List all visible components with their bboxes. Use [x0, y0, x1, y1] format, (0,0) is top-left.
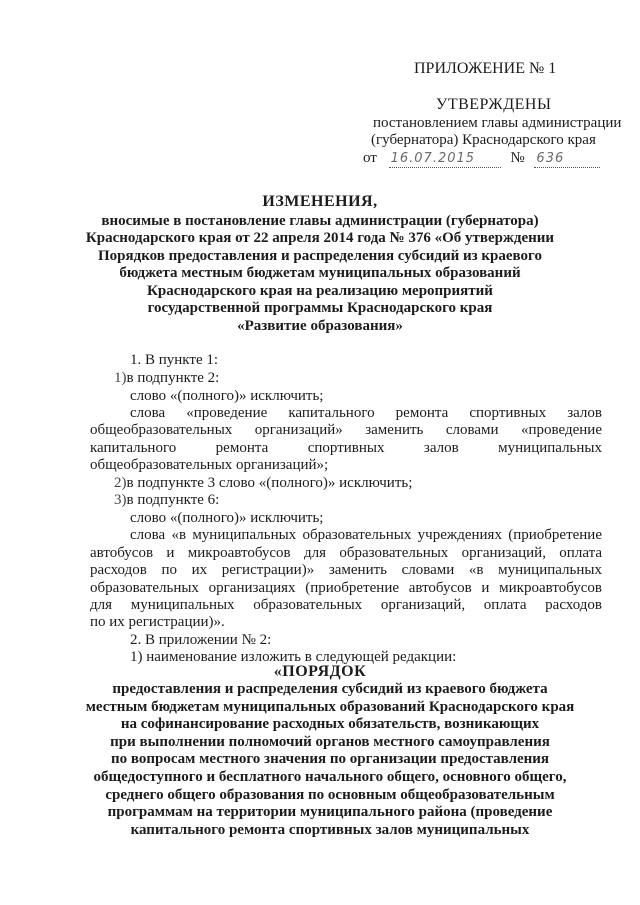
document-title: [60, 193, 580, 335]
title-main: ИЗМЕНЕНИЯ,: [262, 193, 378, 210]
item-number: 3): [114, 492, 127, 508]
text-line: для муниципальных образовательных организаций, оплата расходов: [90, 597, 602, 613]
item-text: в подпункте 6:: [126, 492, 220, 508]
text-line: расходов по их регистрации)» заменить словами «в муниципальных: [90, 562, 602, 578]
heading-line: программам на территории муниципального района (проведение: [107, 804, 553, 821]
subparagraph-1-3: [114, 492, 219, 509]
heading-line: капитального ремонта спортивных залов муниципальных: [130, 821, 530, 838]
exclusion-line: слово «(полного)» исключить;: [130, 388, 324, 404]
heading-line: среднего общего образования по основным общеобразовательным: [105, 786, 555, 803]
poryadok-heading: [80, 681, 580, 839]
title-line: «Развитие образования»: [237, 317, 403, 334]
handwritten-number: 636: [536, 151, 565, 166]
heading-line: общедоступного и бесплатного начального общего, основного общего,: [93, 768, 567, 785]
heading-line: на софинансирование расходных обязательств, возникающих: [120, 716, 540, 733]
title-line: Порядков предоставления и распределения субсидий из краевого: [98, 247, 542, 264]
poryadok-title: «ПОРЯДОК: [273, 663, 367, 680]
paragraph-2: 2. В приложении № 2:: [130, 632, 272, 648]
number-field: [534, 150, 600, 168]
text-line: по их регистрации)».: [90, 614, 225, 630]
item-text: в подпункте 3 слово «(полного)» исключить;: [126, 475, 413, 491]
heading-line: местным бюджетам муниципальных образований Краснодарского края: [85, 698, 575, 715]
item-text: в подпункте 2:: [126, 370, 220, 386]
paragraph-1: 1. В пункте 1:: [130, 352, 219, 368]
title-line: Краснодарского края от 22 апреля 2014 года № 376 «Об утверждении: [85, 230, 555, 246]
appendix-label: ПРИЛОЖЕНИЕ № 1: [414, 60, 557, 77]
date-prefix: от: [363, 150, 377, 166]
subparagraph-1-2: [114, 475, 412, 492]
decree-date-line: [363, 150, 600, 168]
subparagraph-1-1: [114, 370, 219, 387]
handwritten-date: 16.07.2015: [390, 151, 476, 166]
exclusion-line: слово «(полного)» исключить;: [130, 510, 324, 526]
approved-label: УТВЕРЖДЕНЫ: [436, 96, 552, 113]
item-number: 1): [114, 370, 127, 386]
title-line: Краснодарского края на реализацию мероприятий: [147, 282, 493, 299]
heading-line: при выполнении полномочий органов местного самоуправления: [110, 733, 550, 750]
title-line: вносимые в постановление главы администрации (губернатора): [101, 212, 539, 229]
text-line: автобусов и микроавтобусов для образовательных организаций, оплата: [90, 545, 602, 561]
decree-line-2: (губернатора) Краснодарского края: [371, 132, 596, 148]
text-line: общеобразовательных организаций»;: [90, 457, 329, 473]
number-prefix: №: [510, 150, 525, 166]
text-line: слова «проведение капитального ремонта спортивных залов: [130, 405, 602, 421]
date-field: [389, 150, 501, 168]
text-line: капитального ремонта спортивных залов муниципальных: [90, 440, 602, 456]
subparagraph-2-1: 1) наименование изложить в следующей редакции:: [130, 649, 457, 665]
text-line: общеобразовательных организаций» заменить словами «проведение: [90, 422, 602, 438]
text-line: слова «в муниципальных образовательных учреждениях (приобретение: [130, 527, 602, 543]
heading-line: предоставления и распределения субсидий из краевого бюджета: [112, 681, 548, 697]
heading-line: по вопросам местного значения по организации предоставления: [110, 751, 550, 768]
title-line: государственной программы Краснодарского края: [147, 300, 493, 316]
item-number: 2): [114, 475, 127, 491]
decree-line-1: постановлением главы администрации: [373, 115, 622, 131]
title-line: бюджета местным бюджетам муниципальных образований: [119, 265, 521, 281]
text-line: образовательных организациях (приобретение автобусов и микроавтобусов: [90, 580, 602, 596]
